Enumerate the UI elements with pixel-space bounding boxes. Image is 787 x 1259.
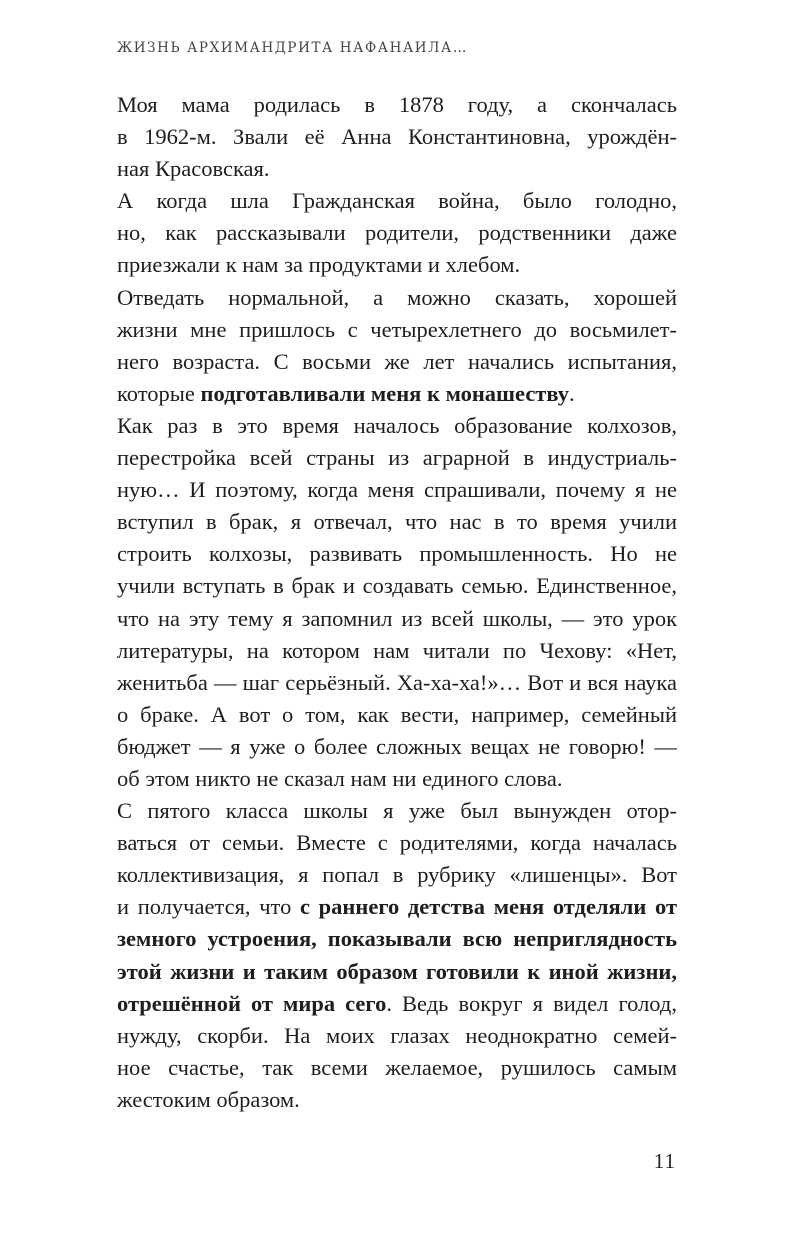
text-segment: которые xyxy=(117,380,201,406)
text-line xyxy=(117,121,677,153)
text-line xyxy=(117,410,677,442)
text-segment: и получается, что xyxy=(117,894,300,920)
text-segment: о браке. А вот о том, как вести, например, семейный xyxy=(117,701,677,727)
text-line xyxy=(117,89,677,121)
text-line xyxy=(117,538,677,570)
text-line xyxy=(117,699,677,731)
text-line xyxy=(117,346,677,378)
bold-text: с раннего детства меня отделяли от xyxy=(300,894,677,920)
text-segment: бюджет — я уже о более сложных вещах не говорю! — xyxy=(117,733,677,759)
text-line xyxy=(117,217,677,249)
page-number: 11 xyxy=(653,1149,676,1173)
bold-text: подготавливали меня к монашеству xyxy=(200,380,569,406)
text-line xyxy=(117,603,677,635)
text-line xyxy=(117,506,677,538)
text-segment: Отведать нормальной, а можно сказать, хорошей xyxy=(117,284,677,310)
text-line xyxy=(117,185,677,217)
text-segment: что на эту тему я запомнил из всей школы, — это урок xyxy=(117,605,677,631)
text-line xyxy=(117,314,677,346)
text-line xyxy=(117,474,677,506)
text-segment: . Ведь вокруг я видел голод, xyxy=(386,990,677,1016)
text-segment: . xyxy=(569,380,575,406)
text-segment: Моя мама родилась в 1878 году, а скончалась xyxy=(117,92,677,117)
bold-text: отрешённой от мира сего xyxy=(117,990,387,1016)
bold-text: земного устроения, показывали всю неприглядность xyxy=(117,926,677,952)
text-segment: жизни мне пришлось с четырехлетнего до восьмилет- xyxy=(117,316,677,342)
text-segment: ваться от семьи. Вместе с родителями, когда началась xyxy=(117,830,677,856)
text-segment: нужду, скорби. На моих глазах неоднократно семей- xyxy=(117,1022,677,1048)
text-segment: перестройка всей страны из аграрной в индустриаль- xyxy=(117,445,677,471)
text-segment: женитьба — шаг серьёзный. Ха-ха-ха!»… Вот и вся наука xyxy=(117,669,677,695)
bold-text: этой жизни и таким образом готовили к иной жизни, xyxy=(117,958,677,984)
text-segment: вступил в брак, я отвечал, что нас в то время учили xyxy=(117,509,677,535)
text-line xyxy=(117,1052,677,1084)
text-line xyxy=(117,635,677,667)
text-segment: А когда шла Гражданская война, было голодно, xyxy=(117,188,677,214)
text-segment: но, как рассказывали родители, родственники даже xyxy=(117,220,677,246)
text-line xyxy=(117,153,677,185)
text-segment: в 1962-м. Звали её Анна Константиновна, урождён- xyxy=(117,124,677,150)
text-segment: Как раз в это время началось образование колхозов, xyxy=(117,412,677,438)
text-segment: ную… И поэтому, когда меня спрашивали, почему я не xyxy=(117,477,677,503)
text-segment: коллективизация, я попал в рубрику «лишенцы». Вот xyxy=(117,862,677,888)
text-line xyxy=(117,1020,677,1052)
text-line xyxy=(117,859,677,891)
text-line xyxy=(117,378,677,410)
text-line xyxy=(117,282,677,314)
text-line xyxy=(117,570,677,602)
text-segment: приезжали к нам за продуктами и хлебом. xyxy=(117,252,521,278)
text-line xyxy=(117,891,677,923)
text-segment: С пятого класса школы я уже был вынужден отор- xyxy=(117,798,677,824)
text-line xyxy=(117,956,677,988)
running-header: ЖИЗНЬ АРХИМАНДРИТА НАФАНАИЛА… xyxy=(117,40,468,56)
text-line xyxy=(117,763,677,795)
text-line xyxy=(117,1084,677,1116)
text-line xyxy=(117,827,677,859)
text-segment: ное счастье, так всеми желаемое, рушилось самым xyxy=(117,1054,677,1080)
text-line xyxy=(117,923,677,955)
text-segment: него возраста. С восьми же лет начались испытания, xyxy=(117,348,677,374)
text-segment: строить колхозы, развивать промышленность. Но не xyxy=(117,541,677,567)
text-line xyxy=(117,667,677,699)
text-segment: литературы, на котором нам читали по Чехову: «Нет, xyxy=(117,637,677,663)
text-segment: учили вступать в брак и создавать семью. Единственное, xyxy=(117,573,677,599)
text-segment: ная Красовская. xyxy=(117,156,270,182)
text-line xyxy=(117,731,677,763)
text-segment: жестоким образом. xyxy=(117,1086,300,1112)
text-line xyxy=(117,249,677,281)
text-segment: об этом никто не сказал нам ни единого слова. xyxy=(117,765,563,791)
text-line xyxy=(117,988,677,1020)
text-line xyxy=(117,795,677,827)
text-line xyxy=(117,442,677,474)
body-text xyxy=(117,89,677,1116)
